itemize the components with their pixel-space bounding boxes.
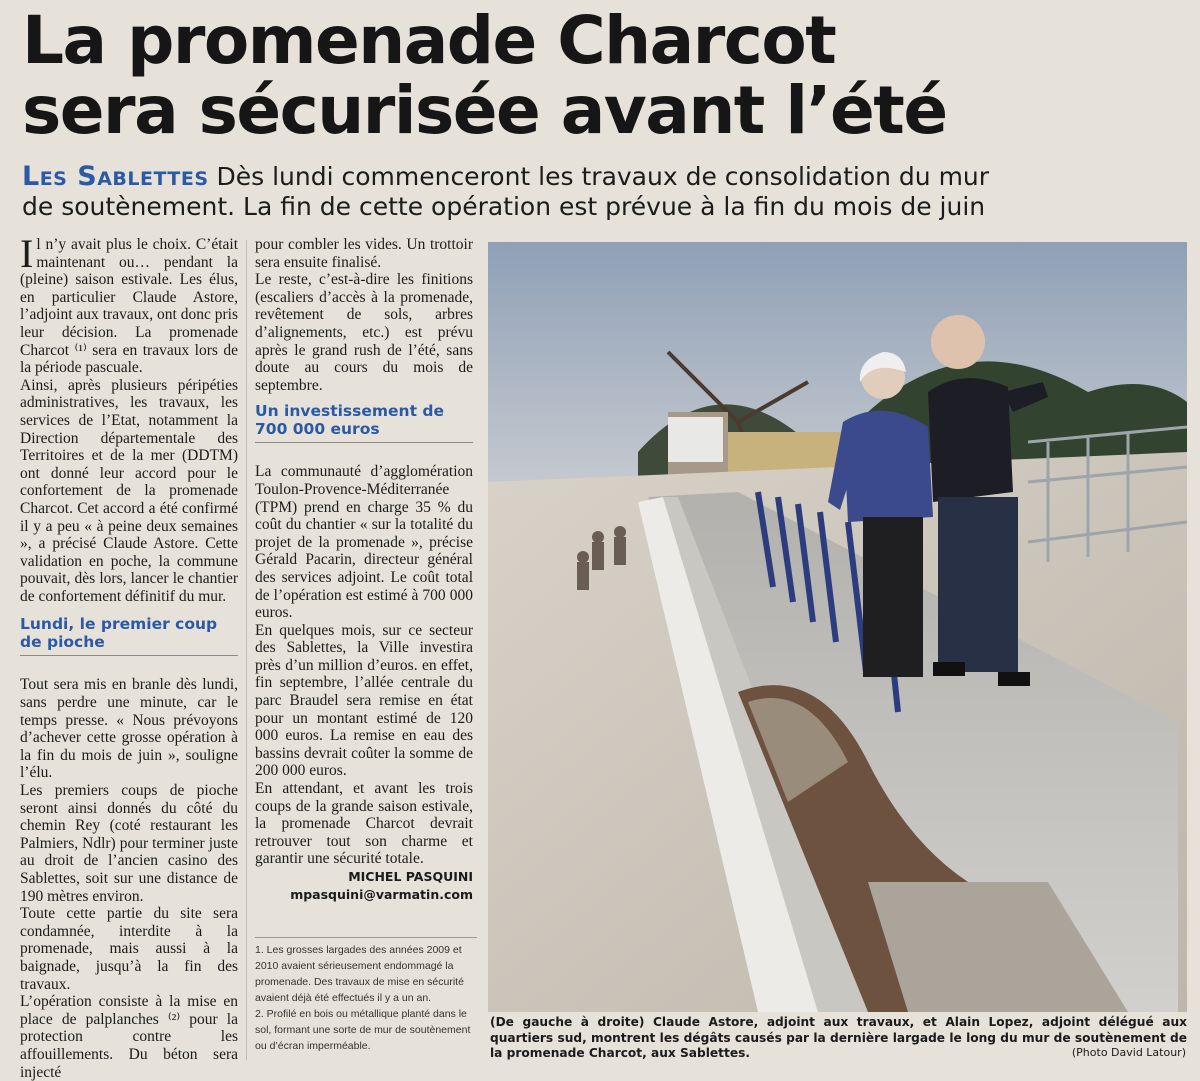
- footnote-2: 2. Profilé en bois ou métallique planté dans le sol, formant une sorte de mur de soutènement ou d’écran imperméable.: [255, 1008, 471, 1052]
- paragraph: [20, 231, 238, 377]
- kicker: Les Sablettes: [22, 161, 209, 192]
- footnote-1: 1. Les grosses largades des années 2009 et 2010 avaient sérieusement endommagé la promenade. Des travaux de mise en sécurité avaient déjà été effectués il y a un an.: [255, 944, 464, 1004]
- paragraph: Les premiers coups de pioche seront ainsi donnés du côté du chemin Rey (coté restaurant les Palmiers, Ndlr) pour terminer juste au droit de l’ancien casino des Sablettes, soit sur une distance de 190 mètres environ.: [20, 782, 238, 905]
- paragraph: En attendant, et avant les trois coups de la grande saison estivale, la promenade Charcot devrait retrouver tout son charme et garantir une sécurité totale.: [255, 780, 473, 868]
- spacer: [20, 662, 238, 676]
- column-divider: [246, 240, 247, 1060]
- deck: [22, 162, 1192, 222]
- paragraph: Tout sera mis en branle dès lundi, sans perdre une minute, car le temps presse. « Nous prévoyons d’achever cette grosse opération à la fin du mois de juin », souligne l’élu.: [20, 676, 238, 782]
- paragraph: La communauté d’agglomération Toulon-Provence-Méditerranée (TPM) prend en charge 35 % du coût du chantier « sur la totalité du projet de la promenade », précise Gérald Pacarin, directeur général des services adjoint. Le coût total de l’opération est estimé à 700 000 euros.: [255, 463, 473, 622]
- deck-text-1: Dès lundi commenceront les travaux de consolidation du mur: [216, 162, 990, 191]
- subheading: Lundi, le premier coup de pioche: [20, 615, 238, 656]
- photo-credit: (Photo David Latour): [1071, 1046, 1186, 1059]
- author-email: mpasquini@varmatin.com: [290, 887, 473, 902]
- article-column-1: [20, 231, 238, 1081]
- paragraph-text: l n’y avait plus le choix. C’était maintenant ou… pendant la (pleine) saison estivale. Les élus, en particulier Claude Astore, l’adjoint aux travaux, ont donc pris leur décision. La promenade Charcot ⁽¹⁾ sera en travaux lors de la période pascuale.: [20, 236, 238, 377]
- paragraph: L’opération consiste à la mise en place de palplanches ⁽²⁾ pour la protection contre les affouillements. Du béton sera injecté: [20, 993, 238, 1081]
- drop-cap: I: [20, 231, 34, 276]
- author-name: MICHEL PASQUINI: [348, 869, 473, 884]
- paragraph: Toute cette partie du site sera condamnée, interdite à la promenade, mais aussi à la baignade, jusqu’à la fin des travaux.: [20, 905, 238, 993]
- paragraph: En quelques mois, sur ce secteur des Sablettes, la Ville investira près d’un million d’euros. en effet, fin septembre, l’allée centrale du parc Braudel sera remise en état pour un montant estimé de 120 000 euros. La remise en eau des bassins devrait coûter la somme de 200 000 euros.: [255, 621, 473, 780]
- paragraph: pour combler les vides. Un trottoir sera ensuite finalisé.: [255, 236, 473, 271]
- deck-line-2: de soutènement. La fin de cette opération est prévue à la fin du mois de juin: [22, 192, 986, 221]
- photo-illustration: [488, 242, 1187, 1012]
- article-column-2: [255, 236, 473, 904]
- headline-line-1: La promenade Charcot: [22, 2, 836, 79]
- paragraph: Le reste, c’est-à-dire les finitions (escaliers d’accès à la promenade, revêtement de sols, arbres d’alignements, etc.) est prévu après le grand rush de l’été, sans doute au cours du mois de septembre.: [255, 271, 473, 394]
- footnotes: [255, 937, 477, 1054]
- subheading: Un investissement de 700 000 euros: [255, 402, 473, 443]
- deck-line-1: [22, 162, 1192, 192]
- photo-caption: (De gauche à droite) Claude Astore, adjoint aux travaux, et Alain Lopez, adjoint délégué aux quartiers sud, montrent les dégâts causés par la dernière largade le long du mur de soutènement de la promenade Charcot, aux Sablettes.: [490, 1015, 1187, 1060]
- paragraph: Ainsi, après plusieurs péripéties administratives, les travaux, les services de l’Etat, notamment la Direction départementale des Territoires et de la mer (DDTM) ont donné leur accord pour le confortement de la promenade Charcot. Cet accord a été confirmé il y a peu « à peine deux semaines », a précisé Claude Astore. Cette validation en poche, la commune pouvait, dès lors, lancer le chantier de confortement définitif du mur.: [20, 376, 238, 605]
- article-photo: [488, 242, 1187, 1012]
- headline-line-2: sera sécurisée avant l’été: [22, 72, 947, 149]
- headline: [22, 2, 1182, 149]
- spacer: [255, 449, 473, 463]
